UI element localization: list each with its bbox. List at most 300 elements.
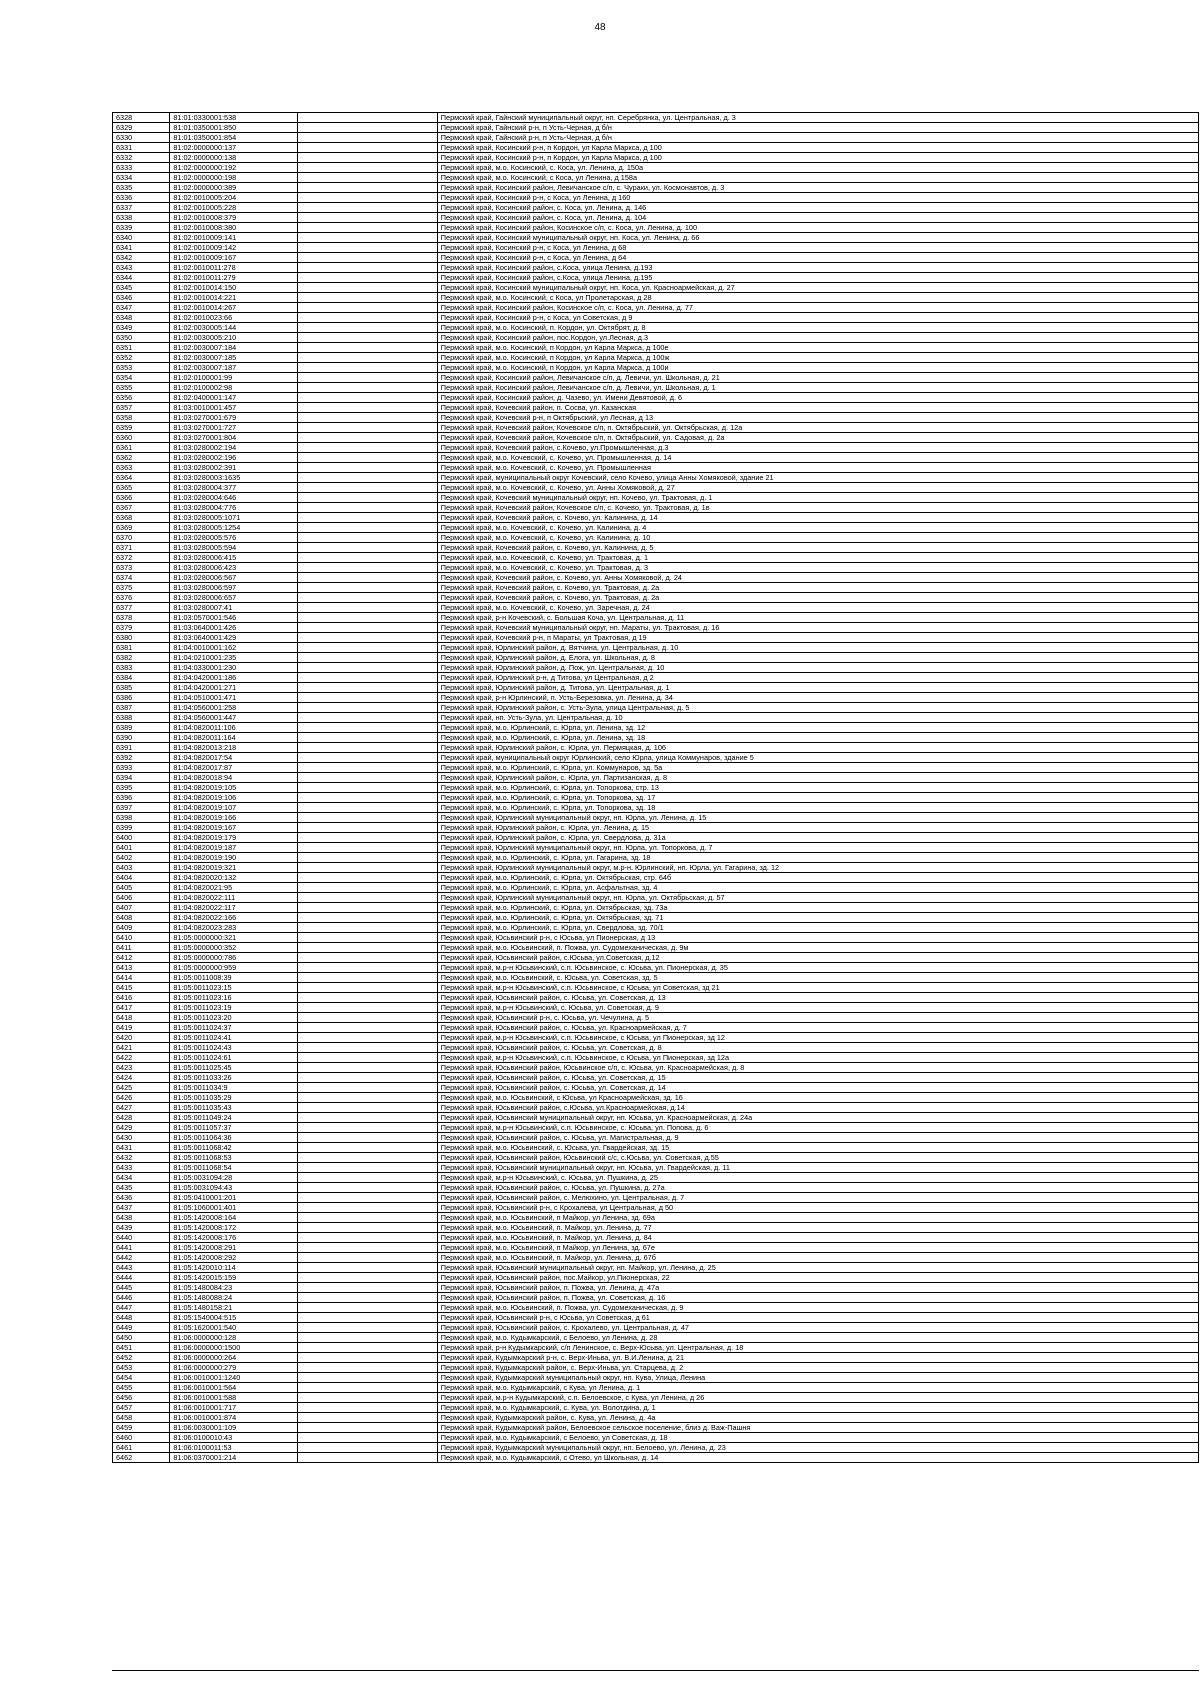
empty-cell bbox=[298, 833, 438, 843]
table-row bbox=[113, 1283, 1199, 1293]
cadastral-number-cell: 81:05:0031094:28 bbox=[170, 1173, 298, 1183]
table-row bbox=[113, 393, 1199, 403]
cadastral-number-cell: 81:05:0011035:29 bbox=[170, 1093, 298, 1103]
empty-cell bbox=[298, 1093, 438, 1103]
table-row bbox=[113, 383, 1199, 393]
empty-cell bbox=[298, 453, 438, 463]
table-row bbox=[113, 543, 1199, 553]
empty-cell bbox=[298, 1123, 438, 1133]
table-row bbox=[113, 943, 1199, 953]
address-cell: Пермский край, м.о. Юсьвинский, п. Майкор, ул. Ленина, д. 77 bbox=[437, 1223, 1198, 1233]
table-row bbox=[113, 1303, 1199, 1313]
table-row bbox=[113, 1233, 1199, 1243]
table-row bbox=[113, 1163, 1199, 1173]
cadastral-number-cell: 81:03:0280002:196 bbox=[170, 453, 298, 463]
cadastral-number-cell: 81:05:1420008:291 bbox=[170, 1243, 298, 1253]
table-row bbox=[113, 123, 1199, 133]
address-cell: Пермский край, Косинский р-н, с Коса, ул Ленина, д 64 bbox=[437, 253, 1198, 263]
row-number-cell: 6450 bbox=[113, 1333, 170, 1343]
empty-cell bbox=[298, 123, 438, 133]
cadastral-number-cell: 81:02:0030007:187 bbox=[170, 363, 298, 373]
empty-cell bbox=[298, 1213, 438, 1223]
cadastral-number-cell: 81:05:0011008:39 bbox=[170, 973, 298, 983]
empty-cell bbox=[298, 623, 438, 633]
address-cell: Пермский край, м.о. Кочевский, с. Кочево, ул. Промышленная, д. 14 bbox=[437, 453, 1198, 463]
cadastral-number-cell: 81:02:0100001:99 bbox=[170, 373, 298, 383]
table-row bbox=[113, 583, 1199, 593]
address-cell: Пермский край, Косинский район, Левичанское с/п, д. Левичи, ул. Школьная, д. 1 bbox=[437, 383, 1198, 393]
empty-cell bbox=[298, 1253, 438, 1263]
address-cell: Пермский край, Кочевский район, с. Кочево, ул. Трактовая, д. 2а bbox=[437, 593, 1198, 603]
cadastral-number-cell: 81:04:0820020:132 bbox=[170, 873, 298, 883]
address-cell: Пермский край, Юсьвинский р-н, с Юсьва, ул Пионерская, д 13 bbox=[437, 933, 1198, 943]
row-number-cell: 6421 bbox=[113, 1043, 170, 1053]
table-row bbox=[113, 673, 1199, 683]
address-cell: Пермский край, м.о. Кудымкарский, с Отево, ул Школьная, д. 14 bbox=[437, 1453, 1198, 1463]
empty-cell bbox=[298, 473, 438, 483]
cadastral-number-cell: 81:04:0820019:190 bbox=[170, 853, 298, 863]
table-row bbox=[113, 1183, 1199, 1193]
address-cell: Пермский край, Юсьвинский муниципальный округ, нп. Юсьва, ул. Красноармейская, д. 24а bbox=[437, 1113, 1198, 1123]
table-row bbox=[113, 273, 1199, 283]
address-cell: Пермский край, м.о. Кочевский, с. Кочево, ул. Промышленная bbox=[437, 463, 1198, 473]
row-number-cell: 6383 bbox=[113, 663, 170, 673]
row-number-cell: 6437 bbox=[113, 1203, 170, 1213]
row-number-cell: 6407 bbox=[113, 903, 170, 913]
cadastral-number-cell: 81:06:0000000:264 bbox=[170, 1353, 298, 1363]
table-row bbox=[113, 1333, 1199, 1343]
cadastral-number-cell: 81:04:0820022:111 bbox=[170, 893, 298, 903]
empty-cell bbox=[298, 353, 438, 363]
cadastral-number-cell: 81:02:0030005:210 bbox=[170, 333, 298, 343]
table-row bbox=[113, 793, 1199, 803]
row-number-cell: 6348 bbox=[113, 313, 170, 323]
address-cell: Пермский край, м.о. Юсьвинский, п. Майкор, ул. Ленина, д. 84 bbox=[437, 1233, 1198, 1243]
cadastral-number-cell: 81:05:1420008:164 bbox=[170, 1213, 298, 1223]
table-row bbox=[113, 883, 1199, 893]
address-cell: Пермский край, Косинский р-н, п Кордон, ул Карла Маркса, д 100 bbox=[437, 153, 1198, 163]
row-number-cell: 6420 bbox=[113, 1033, 170, 1043]
row-number-cell: 6415 bbox=[113, 983, 170, 993]
table-row bbox=[113, 853, 1199, 863]
table-row bbox=[113, 233, 1199, 243]
empty-cell bbox=[298, 233, 438, 243]
row-number-cell: 6431 bbox=[113, 1143, 170, 1153]
row-number-cell: 6438 bbox=[113, 1213, 170, 1223]
table-row bbox=[113, 443, 1199, 453]
empty-cell bbox=[298, 483, 438, 493]
empty-cell bbox=[298, 773, 438, 783]
empty-cell bbox=[298, 403, 438, 413]
cadastral-number-cell: 81:02:0010011:279 bbox=[170, 273, 298, 283]
row-number-cell: 6374 bbox=[113, 573, 170, 583]
row-number-cell: 6416 bbox=[113, 993, 170, 1003]
table-row bbox=[113, 963, 1199, 973]
empty-cell bbox=[298, 1013, 438, 1023]
row-number-cell: 6386 bbox=[113, 693, 170, 703]
cadastral-number-cell: 81:06:0010001:564 bbox=[170, 1383, 298, 1393]
address-cell: Пермский край, м.о. Юсьвинский, п Майкор, ул Ленина, зд. 69а bbox=[437, 1213, 1198, 1223]
cadastral-number-cell: 81:05:1480088:24 bbox=[170, 1293, 298, 1303]
address-cell: Пермский край, м.о. Косинский, с Коса, ул Ленина, д 158а bbox=[437, 173, 1198, 183]
cadastral-number-cell: 81:03:0570001:546 bbox=[170, 613, 298, 623]
address-cell: Пермский край, Косинский район, с.Коса, улица Ленина, д.195 bbox=[437, 273, 1198, 283]
table-row bbox=[113, 473, 1199, 483]
row-number-cell: 6379 bbox=[113, 623, 170, 633]
row-number-cell: 6333 bbox=[113, 163, 170, 173]
empty-cell bbox=[298, 873, 438, 883]
empty-cell bbox=[298, 923, 438, 933]
cadastral-number-cell: 81:04:0820019:179 bbox=[170, 833, 298, 843]
cadastral-number-cell: 81:05:1420008:172 bbox=[170, 1223, 298, 1233]
cadastral-number-cell: 81:03:0010001:457 bbox=[170, 403, 298, 413]
address-cell: Пермский край, Юрлинский муниципальный округ, нп. Юрла, ул. Ленина, д. 15 bbox=[437, 813, 1198, 823]
table-row bbox=[113, 1093, 1199, 1103]
cadastral-number-cell: 81:03:0280005:576 bbox=[170, 533, 298, 543]
empty-cell bbox=[298, 943, 438, 953]
table-row bbox=[113, 503, 1199, 513]
empty-cell bbox=[298, 183, 438, 193]
table-row bbox=[113, 593, 1199, 603]
row-number-cell: 6429 bbox=[113, 1123, 170, 1133]
address-cell: Пермский край, Юрлинский муниципальный округ, м.р-н. Юрлинский, нп. Юрла, ул. Гагарина, зд. 12 bbox=[437, 863, 1198, 873]
empty-cell bbox=[298, 243, 438, 253]
cadastral-number-cell: 81:03:0280006:657 bbox=[170, 593, 298, 603]
row-number-cell: 6353 bbox=[113, 363, 170, 373]
row-number-cell: 6452 bbox=[113, 1353, 170, 1363]
table-row bbox=[113, 373, 1199, 383]
row-number-cell: 6430 bbox=[113, 1133, 170, 1143]
empty-cell bbox=[298, 113, 438, 123]
address-cell: Пермский край, муниципальный округ Юрлинский, село Юрла, улица Коммунаров, здание 5 bbox=[437, 753, 1198, 763]
address-cell: Пермский край, Кудымкарский район, с. Верх-Иньва, ул. Старцева, д. 2 bbox=[437, 1363, 1198, 1373]
row-number-cell: 6443 bbox=[113, 1263, 170, 1273]
row-number-cell: 6334 bbox=[113, 173, 170, 183]
cadastral-number-cell: 81:03:0280007:41 bbox=[170, 603, 298, 613]
row-number-cell: 6384 bbox=[113, 673, 170, 683]
empty-cell bbox=[298, 343, 438, 353]
table-row bbox=[113, 1033, 1199, 1043]
cadastral-number-cell: 81:05:1480158:21 bbox=[170, 1303, 298, 1313]
empty-cell bbox=[298, 1263, 438, 1273]
cadastral-number-cell: 81:04:0820013:218 bbox=[170, 743, 298, 753]
table-row bbox=[113, 183, 1199, 193]
empty-cell bbox=[298, 973, 438, 983]
row-number-cell: 6414 bbox=[113, 973, 170, 983]
address-cell: Пермский край, Косинский район, пос.Кордон, ул.Лесная, д.3 bbox=[437, 333, 1198, 343]
table-row bbox=[113, 1393, 1199, 1403]
row-number-cell: 6345 bbox=[113, 283, 170, 293]
empty-cell bbox=[298, 853, 438, 863]
cadastral-number-cell: 81:05:1540004:515 bbox=[170, 1313, 298, 1323]
table-row bbox=[113, 533, 1199, 543]
cadastral-number-cell: 81:02:0000000:389 bbox=[170, 183, 298, 193]
address-cell: Пермский край, м.р-н Юсьвинский, с.п. Юсьвинское, с. Юсьва, ул. Пионерская, д. 35 bbox=[437, 963, 1198, 973]
address-cell: Пермский край, Юрлинский муниципальный округ, нп. Юрла, ул. Октябрьская, д. 57 bbox=[437, 893, 1198, 903]
empty-cell bbox=[298, 1033, 438, 1043]
table-row bbox=[113, 1133, 1199, 1143]
address-cell: Пермский край, м.о. Юрлинский, с. Юрла, ул. Октябрьская, зд. 71 bbox=[437, 913, 1198, 923]
table-row bbox=[113, 333, 1199, 343]
address-cell: Пермский край, Кудымкарский муниципальный округ, нп. Кува, Улица, Ленина bbox=[437, 1373, 1198, 1383]
row-number-cell: 6357 bbox=[113, 403, 170, 413]
table-row bbox=[113, 1313, 1199, 1323]
cadastral-number-cell: 81:01:0350001:850 bbox=[170, 123, 298, 133]
table-row bbox=[113, 1363, 1199, 1373]
empty-cell bbox=[298, 273, 438, 283]
empty-cell bbox=[298, 1363, 438, 1373]
address-cell: Пермский край, м.о. Кочевский, с. Кочево, ул. Анны Хомяковой, д. 27 bbox=[437, 483, 1198, 493]
cadastral-number-cell: 81:03:0270001:679 bbox=[170, 413, 298, 423]
empty-cell bbox=[298, 603, 438, 613]
empty-cell bbox=[298, 663, 438, 673]
cadastral-number-cell: 81:05:0011024:61 bbox=[170, 1053, 298, 1063]
empty-cell bbox=[298, 1003, 438, 1013]
row-number-cell: 6347 bbox=[113, 303, 170, 313]
empty-cell bbox=[298, 1113, 438, 1123]
table-row bbox=[113, 1053, 1199, 1063]
row-number-cell: 6424 bbox=[113, 1073, 170, 1083]
empty-cell bbox=[298, 693, 438, 703]
row-number-cell: 6363 bbox=[113, 463, 170, 473]
row-number-cell: 6351 bbox=[113, 343, 170, 353]
empty-cell bbox=[298, 1403, 438, 1413]
table-row bbox=[113, 903, 1199, 913]
row-number-cell: 6378 bbox=[113, 613, 170, 623]
cadastral-number-cell: 81:02:0010014:150 bbox=[170, 283, 298, 293]
empty-cell bbox=[298, 803, 438, 813]
table-row bbox=[113, 133, 1199, 143]
empty-cell bbox=[298, 1443, 438, 1453]
address-cell: Пермский край, Юсьвинский муниципальный округ, нп. Юсьва, ул. Гвардейская, д. 11 bbox=[437, 1163, 1198, 1173]
row-number-cell: 6426 bbox=[113, 1093, 170, 1103]
cadastral-number-cell: 81:03:0280004:646 bbox=[170, 493, 298, 503]
table-row bbox=[113, 743, 1199, 753]
cadastral-number-cell: 81:03:0280006:567 bbox=[170, 573, 298, 583]
cadastral-number-cell: 81:05:0000000:786 bbox=[170, 953, 298, 963]
table-row bbox=[113, 293, 1199, 303]
cadastral-number-cell: 81:04:0210001:235 bbox=[170, 653, 298, 663]
empty-cell bbox=[298, 173, 438, 183]
address-cell: Пермский край, муниципальный округ Кочевский, село Кочево, улица Анны Хомяковой, здание 21 bbox=[437, 473, 1198, 483]
row-number-cell: 6435 bbox=[113, 1183, 170, 1193]
row-number-cell: 6362 bbox=[113, 453, 170, 463]
row-number-cell: 6400 bbox=[113, 833, 170, 843]
empty-cell bbox=[298, 823, 438, 833]
row-number-cell: 6336 bbox=[113, 193, 170, 203]
empty-cell bbox=[298, 293, 438, 303]
address-cell: Пермский край, м.р-н Юсьвинский, с.п. Юсьвинское, с Юсьва, ул Пионерская, зд 12а bbox=[437, 1053, 1198, 1063]
empty-cell bbox=[298, 1103, 438, 1113]
empty-cell bbox=[298, 1203, 438, 1213]
cadastral-number-cell: 81:05:0011024:37 bbox=[170, 1023, 298, 1033]
cadastral-number-cell: 81:06:0000000:1500 bbox=[170, 1343, 298, 1353]
cadastral-number-cell: 81:05:0011049:24 bbox=[170, 1113, 298, 1123]
address-cell: Пермский край, м.о. Юрлинский, с. Юрла, ул. Октябрьская, зд. 73а bbox=[437, 903, 1198, 913]
row-number-cell: 6403 bbox=[113, 863, 170, 873]
row-number-cell: 6361 bbox=[113, 443, 170, 453]
cadastral-number-cell: 81:05:0011025:45 bbox=[170, 1063, 298, 1073]
row-number-cell: 6460 bbox=[113, 1433, 170, 1443]
empty-cell bbox=[298, 1043, 438, 1053]
row-number-cell: 6433 bbox=[113, 1163, 170, 1173]
table-row bbox=[113, 803, 1199, 813]
table-row bbox=[113, 773, 1199, 783]
property-register-table bbox=[112, 112, 1199, 1463]
table-row bbox=[113, 703, 1199, 713]
cadastral-number-cell: 81:04:0820019:106 bbox=[170, 793, 298, 803]
row-number-cell: 6454 bbox=[113, 1373, 170, 1383]
cadastral-number-cell: 81:04:0820018:94 bbox=[170, 773, 298, 783]
row-number-cell: 6391 bbox=[113, 743, 170, 753]
cadastral-number-cell: 81:04:0820023:283 bbox=[170, 923, 298, 933]
cadastral-number-cell: 81:05:0011023:19 bbox=[170, 1003, 298, 1013]
table-row bbox=[113, 713, 1199, 723]
row-number-cell: 6418 bbox=[113, 1013, 170, 1023]
empty-cell bbox=[298, 1373, 438, 1383]
address-cell: Пермский край, м.о. Юрлинский, с. Юрла, ул. Ленина, зд. 12 bbox=[437, 723, 1198, 733]
table-row bbox=[113, 1423, 1199, 1433]
address-cell: Пермский край, Юсьвинский район, с. Юсьва, ул. Советская, д. 14 bbox=[437, 1083, 1198, 1093]
row-number-cell: 6389 bbox=[113, 723, 170, 733]
empty-cell bbox=[298, 133, 438, 143]
cadastral-number-cell: 81:02:0000000:138 bbox=[170, 153, 298, 163]
cadastral-number-cell: 81:02:0010023:66 bbox=[170, 313, 298, 323]
address-cell: Пермский край, Юсьвинский район, с. Юсьва, ул. Пушкина, д. 27а bbox=[437, 1183, 1198, 1193]
cadastral-number-cell: 81:04:0820022:166 bbox=[170, 913, 298, 923]
row-number-cell: 6425 bbox=[113, 1083, 170, 1093]
table-row bbox=[113, 143, 1199, 153]
cadastral-number-cell: 81:04:0820019:107 bbox=[170, 803, 298, 813]
empty-cell bbox=[298, 1293, 438, 1303]
row-number-cell: 6377 bbox=[113, 603, 170, 613]
table-row bbox=[113, 1433, 1199, 1443]
cadastral-number-cell: 81:02:0030007:185 bbox=[170, 353, 298, 363]
table-row bbox=[113, 983, 1199, 993]
empty-cell bbox=[298, 1063, 438, 1073]
table-row bbox=[113, 933, 1199, 943]
cadastral-number-cell: 81:03:0280006:423 bbox=[170, 563, 298, 573]
table-row bbox=[113, 973, 1199, 983]
table-row bbox=[113, 1113, 1199, 1123]
address-cell: Пермский край, Косинский район, Косинское с/п, с. Коса, ул. Ленина, д. 77 bbox=[437, 303, 1198, 313]
table-row bbox=[113, 1403, 1199, 1413]
empty-cell bbox=[298, 1283, 438, 1293]
table-row bbox=[113, 1073, 1199, 1083]
cadastral-number-cell: 81:05:0011023:20 bbox=[170, 1013, 298, 1023]
address-cell: Пермский край, м.о. Юрлинский, с. Юрла, ул. Топоркова, зд. 17 bbox=[437, 793, 1198, 803]
table-row bbox=[113, 513, 1199, 523]
empty-cell bbox=[298, 373, 438, 383]
cadastral-number-cell: 81:05:0011068:53 bbox=[170, 1153, 298, 1163]
address-cell: Пермский край, Юсьвинский район, п. Пожва, ул. Советская, д. 16 bbox=[437, 1293, 1198, 1303]
row-number-cell: 6393 bbox=[113, 763, 170, 773]
cadastral-number-cell: 81:05:1620001:540 bbox=[170, 1323, 298, 1333]
row-number-cell: 6411 bbox=[113, 943, 170, 953]
address-cell: Пермский край, Юсьвинский район, Юсьвинское с/п, с. Юсьва, ул. Красноармейская, д. 8 bbox=[437, 1063, 1198, 1073]
page-number: 48 bbox=[594, 22, 606, 33]
table-row bbox=[113, 643, 1199, 653]
empty-cell bbox=[298, 633, 438, 643]
table-row bbox=[113, 363, 1199, 373]
empty-cell bbox=[298, 703, 438, 713]
empty-cell bbox=[298, 1193, 438, 1203]
table-row bbox=[113, 633, 1199, 643]
table-row bbox=[113, 1173, 1199, 1183]
cadastral-number-cell: 81:03:0640001:429 bbox=[170, 633, 298, 643]
row-number-cell: 6439 bbox=[113, 1223, 170, 1233]
table-row bbox=[113, 263, 1199, 273]
row-number-cell: 6422 bbox=[113, 1053, 170, 1063]
address-cell: Пермский край, Юсьвинский район, с. Крохалево, ул. Центральная, д. 47 bbox=[437, 1323, 1198, 1333]
address-cell: Пермский край, м.о. Юсьвинский, п. Пожва, ул. Судомеханическая, д. 9м bbox=[437, 943, 1198, 953]
address-cell: Пермский край, м.р-н Юсьвинский, с. Юсьва, ул. Пушкина, д. 25 bbox=[437, 1173, 1198, 1183]
address-cell: Пермский край, м.о. Кудымкарский, с Белоево, ул Советская, д. 18 bbox=[437, 1433, 1198, 1443]
address-cell: Пермский край, Кудымкарский муниципальный округ, нп. Белоево, ул. Ленина, д. 23 bbox=[437, 1443, 1198, 1453]
row-number-cell: 6412 bbox=[113, 953, 170, 963]
cadastral-number-cell: 81:02:0010005:204 bbox=[170, 193, 298, 203]
table-row bbox=[113, 323, 1199, 333]
table-row bbox=[113, 193, 1199, 203]
address-cell: Пермский край, м.о. Кочевский, с. Кочево, ул. Калинина, д. 4 bbox=[437, 523, 1198, 533]
empty-cell bbox=[298, 223, 438, 233]
cadastral-number-cell: 81:06:0000000:279 bbox=[170, 1363, 298, 1373]
table-row bbox=[113, 413, 1199, 423]
row-number-cell: 6441 bbox=[113, 1243, 170, 1253]
empty-cell bbox=[298, 1453, 438, 1463]
cadastral-number-cell: 81:03:0280006:415 bbox=[170, 553, 298, 563]
table-row bbox=[113, 1043, 1199, 1053]
row-number-cell: 6417 bbox=[113, 1003, 170, 1013]
address-cell: Пермский край, м.о. Кочевский, с. Кочево, ул. Трактовая, д. 1 bbox=[437, 553, 1198, 563]
empty-cell bbox=[298, 933, 438, 943]
row-number-cell: 6432 bbox=[113, 1153, 170, 1163]
address-cell: Пермский край, Косинский р-н, с Коса, ул Ленина, д 160 bbox=[437, 193, 1198, 203]
empty-cell bbox=[298, 743, 438, 753]
row-number-cell: 6392 bbox=[113, 753, 170, 763]
empty-cell bbox=[298, 363, 438, 373]
row-number-cell: 6390 bbox=[113, 733, 170, 743]
cadastral-number-cell: 81:06:0100011:53 bbox=[170, 1443, 298, 1453]
row-number-cell: 6427 bbox=[113, 1103, 170, 1113]
empty-cell bbox=[298, 1313, 438, 1323]
empty-cell bbox=[298, 843, 438, 853]
cadastral-number-cell: 81:02:0010005:228 bbox=[170, 203, 298, 213]
cadastral-number-cell: 81:04:0560001:258 bbox=[170, 703, 298, 713]
empty-cell bbox=[298, 783, 438, 793]
empty-cell bbox=[298, 1413, 438, 1423]
cadastral-number-cell: 81:04:0820011:106 bbox=[170, 723, 298, 733]
cadastral-number-cell: 81:05:0011034:9 bbox=[170, 1083, 298, 1093]
empty-cell bbox=[298, 683, 438, 693]
address-cell: Пермский край, м.о. Кочевский, с. Кочево, ул. Трактовая, д. 3 bbox=[437, 563, 1198, 573]
cadastral-number-cell: 81:05:0011064:36 bbox=[170, 1133, 298, 1143]
cadastral-number-cell: 81:03:0280002:391 bbox=[170, 463, 298, 473]
row-number-cell: 6340 bbox=[113, 233, 170, 243]
cadastral-number-cell: 81:05:1480084:23 bbox=[170, 1283, 298, 1293]
table-row bbox=[113, 1213, 1199, 1223]
table-row bbox=[113, 163, 1199, 173]
row-number-cell: 6397 bbox=[113, 803, 170, 813]
table-row bbox=[113, 313, 1199, 323]
table-row bbox=[113, 1323, 1199, 1333]
row-number-cell: 6449 bbox=[113, 1323, 170, 1333]
empty-cell bbox=[298, 643, 438, 653]
empty-cell bbox=[298, 1243, 438, 1253]
row-number-cell: 6343 bbox=[113, 263, 170, 273]
empty-cell bbox=[298, 1233, 438, 1243]
row-number-cell: 6455 bbox=[113, 1383, 170, 1393]
